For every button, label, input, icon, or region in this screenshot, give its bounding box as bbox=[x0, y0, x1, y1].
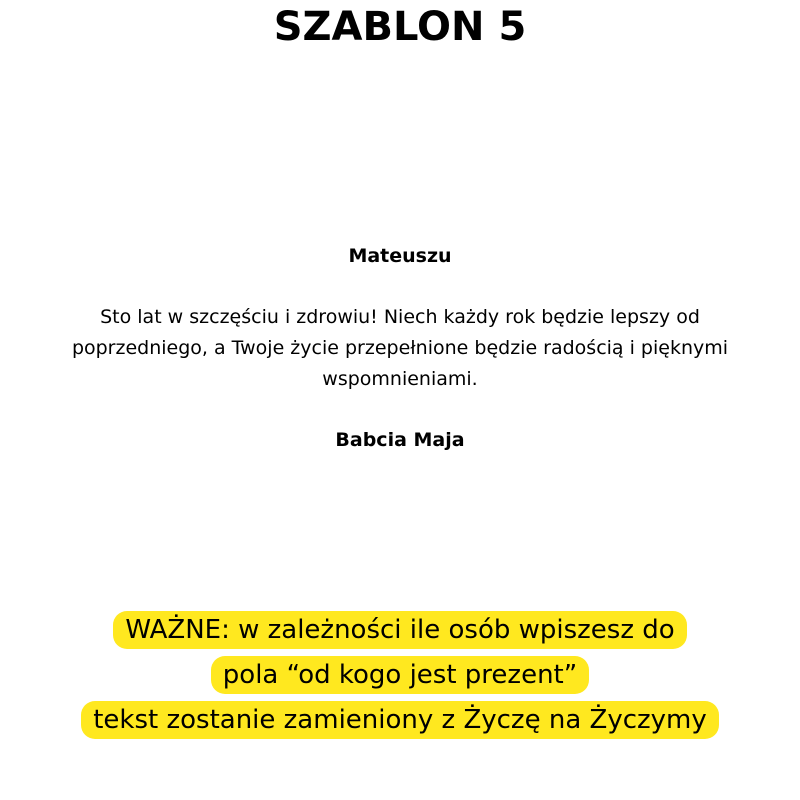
greeting-message: Sto lat w szczęściu i zdrowiu! Niech każdy rok będzie lepszy od poprzedniego, a Twoje życie przepełnione będzie radością i pięknymi wspomnieniami. bbox=[71, 306, 729, 390]
notice-line-3: tekst zostanie zamieniony z Życzę na Życzymy bbox=[81, 701, 719, 739]
greeting-card-text bbox=[60, 240, 740, 456]
recipient-name: Mateuszu bbox=[348, 245, 452, 267]
signature: Babcia Maja bbox=[335, 429, 465, 451]
important-notice bbox=[0, 608, 800, 743]
notice-line-1: WAŻNE: w zależności ile osób wpiszesz do bbox=[113, 611, 686, 649]
notice-line-2: pola “od kogo jest prezent” bbox=[211, 656, 589, 694]
page-title: SZABLON 5 bbox=[273, 4, 527, 50]
